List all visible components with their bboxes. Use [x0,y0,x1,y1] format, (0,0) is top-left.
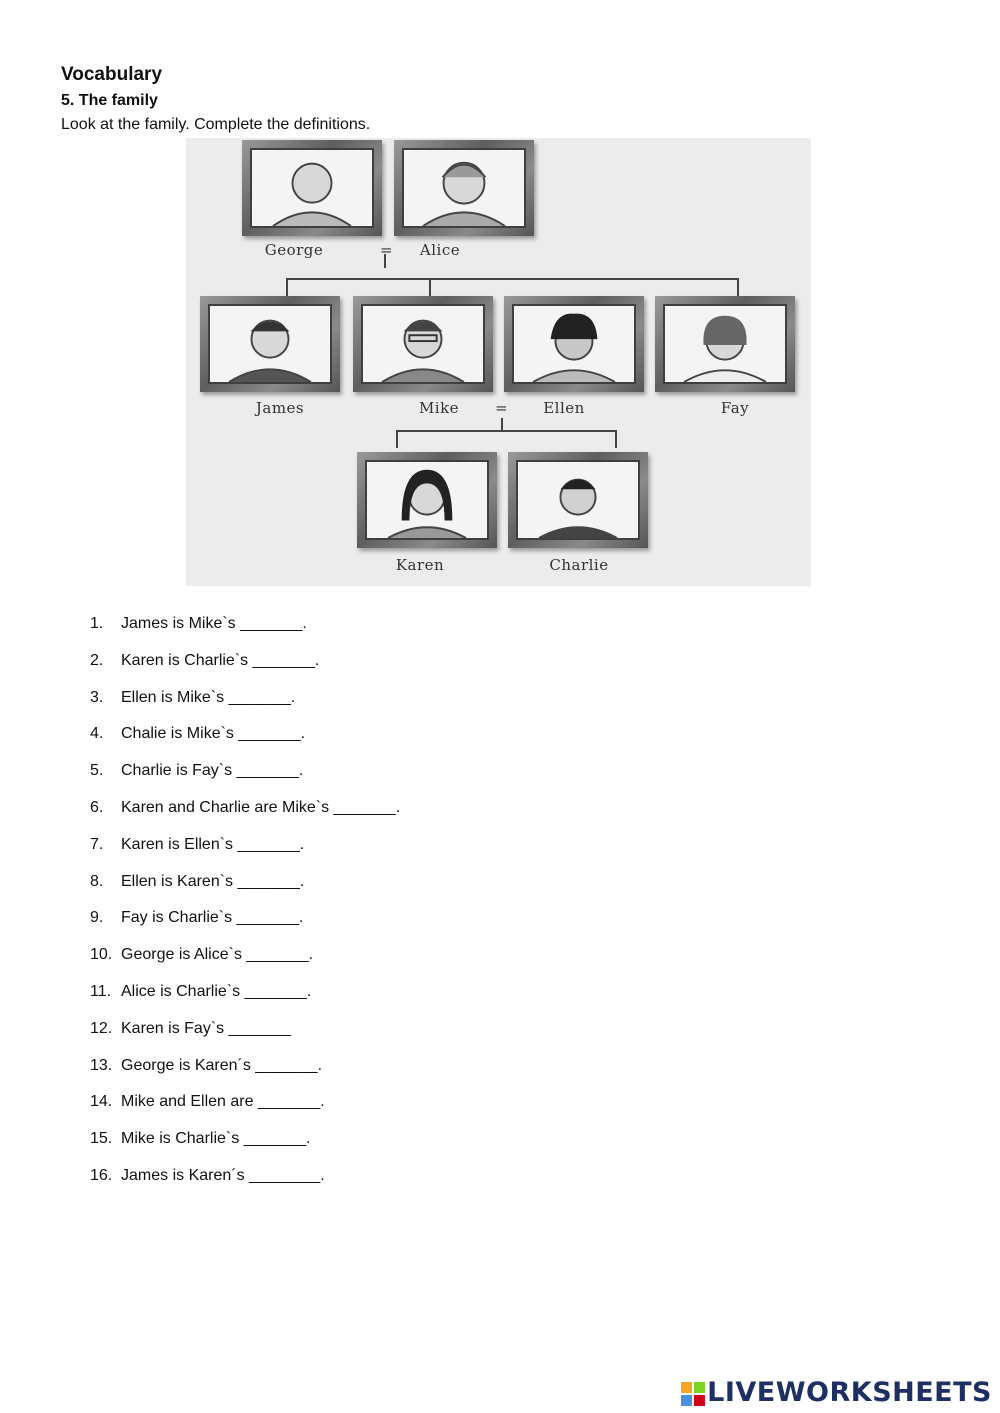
name-mike: Mike [418,399,460,417]
tree-line [286,278,288,296]
question-number: 8. [90,872,104,890]
question-text: Charlie is Fay`s _______. [121,762,304,780]
question-number: 10. [90,946,113,964]
question-text: Mike and Ellen are _______. [121,1093,325,1111]
question-number: 3. [90,688,104,706]
question-item [90,906,400,943]
tree-line [429,278,431,296]
question-text: Karen is Fay`s _______ [121,1019,291,1037]
tree-line [501,418,503,430]
question-text: George is Karen´s _______. [121,1056,323,1074]
name-karen: Karen [395,556,445,574]
question-item [90,980,400,1017]
question-number: 5. [90,762,104,780]
question-item [90,1164,400,1201]
name-fay: Fay [720,399,750,417]
question-item [90,1054,400,1091]
brand-logo [681,1377,992,1408]
question-number: 15. [90,1130,113,1148]
question-number: 14. [90,1093,113,1111]
question-item [90,1090,400,1127]
question-number: 16. [90,1166,113,1184]
section-subtitle: 5. The family [61,92,158,109]
marriage-sign: = [495,399,508,417]
question-item [90,870,400,907]
name-james: James [255,399,305,417]
question-item [90,796,400,833]
question-item [90,612,400,649]
page-title: Vocabulary [61,64,163,85]
tree-line [396,430,617,432]
name-george: George [264,241,324,259]
question-number: 9. [90,909,104,927]
tree-line [396,430,398,448]
question-number: 11. [90,982,112,1000]
portrait-george [242,140,382,236]
question-text: James is Mike`s _______. [121,615,307,632]
question-list [90,612,400,1201]
brand-name: LIVEWORKSHEETS [707,1377,992,1408]
portrait-ellen [504,296,644,392]
question-text: Karen is Ellen`s _______. [121,835,305,853]
portrait-fay [655,296,795,392]
tree-line [737,278,739,296]
question-item [90,1017,400,1054]
tree-line [615,430,617,448]
question-text: Alice is Charlie`s _______. [121,982,312,1000]
question-item [90,722,400,759]
portrait-alice [394,140,534,236]
question-number: 4. [90,725,104,743]
question-number: 7. [90,835,104,853]
question-item [90,649,400,686]
marriage-sign: = [380,241,393,259]
question-item [90,943,400,980]
question-number: 6. [90,798,104,816]
portrait-charlie [508,452,648,548]
family-tree-image [186,138,811,586]
question-number: 12. [90,1019,113,1037]
question-item [90,833,400,870]
tree-line [286,278,738,280]
liveworksheets-logo-icon [681,1382,705,1406]
portrait-karen [357,452,497,548]
question-number: 2. [90,651,104,669]
portrait-mike [353,296,493,392]
question-text: Karen is Charlie`s _______. [121,651,320,669]
question-text: Fay is Charlie`s _______. [121,909,304,927]
portrait-james [200,296,340,392]
name-charlie: Charlie [549,556,609,574]
question-item [90,686,400,723]
question-text: Ellen is Karen`s _______. [121,872,305,890]
instruction-text: Look at the family. Complete the definitions. [61,116,371,133]
question-item [90,759,400,796]
question-text: Chalie is Mike`s _______. [121,725,306,743]
name-alice: Alice [419,241,461,259]
question-text: Karen and Charlie are Mike`s _______. [121,798,401,816]
question-number: 13. [90,1056,113,1074]
question-number: 1. [90,615,104,632]
question-text: Mike is Charlie`s _______. [121,1130,311,1148]
question-text: Ellen is Mike`s _______. [121,688,296,706]
question-text: George is Alice`s _______. [121,946,314,964]
question-text: James is Karen´s ________. [121,1166,325,1184]
question-item [90,1127,400,1164]
name-ellen: Ellen [543,399,585,417]
